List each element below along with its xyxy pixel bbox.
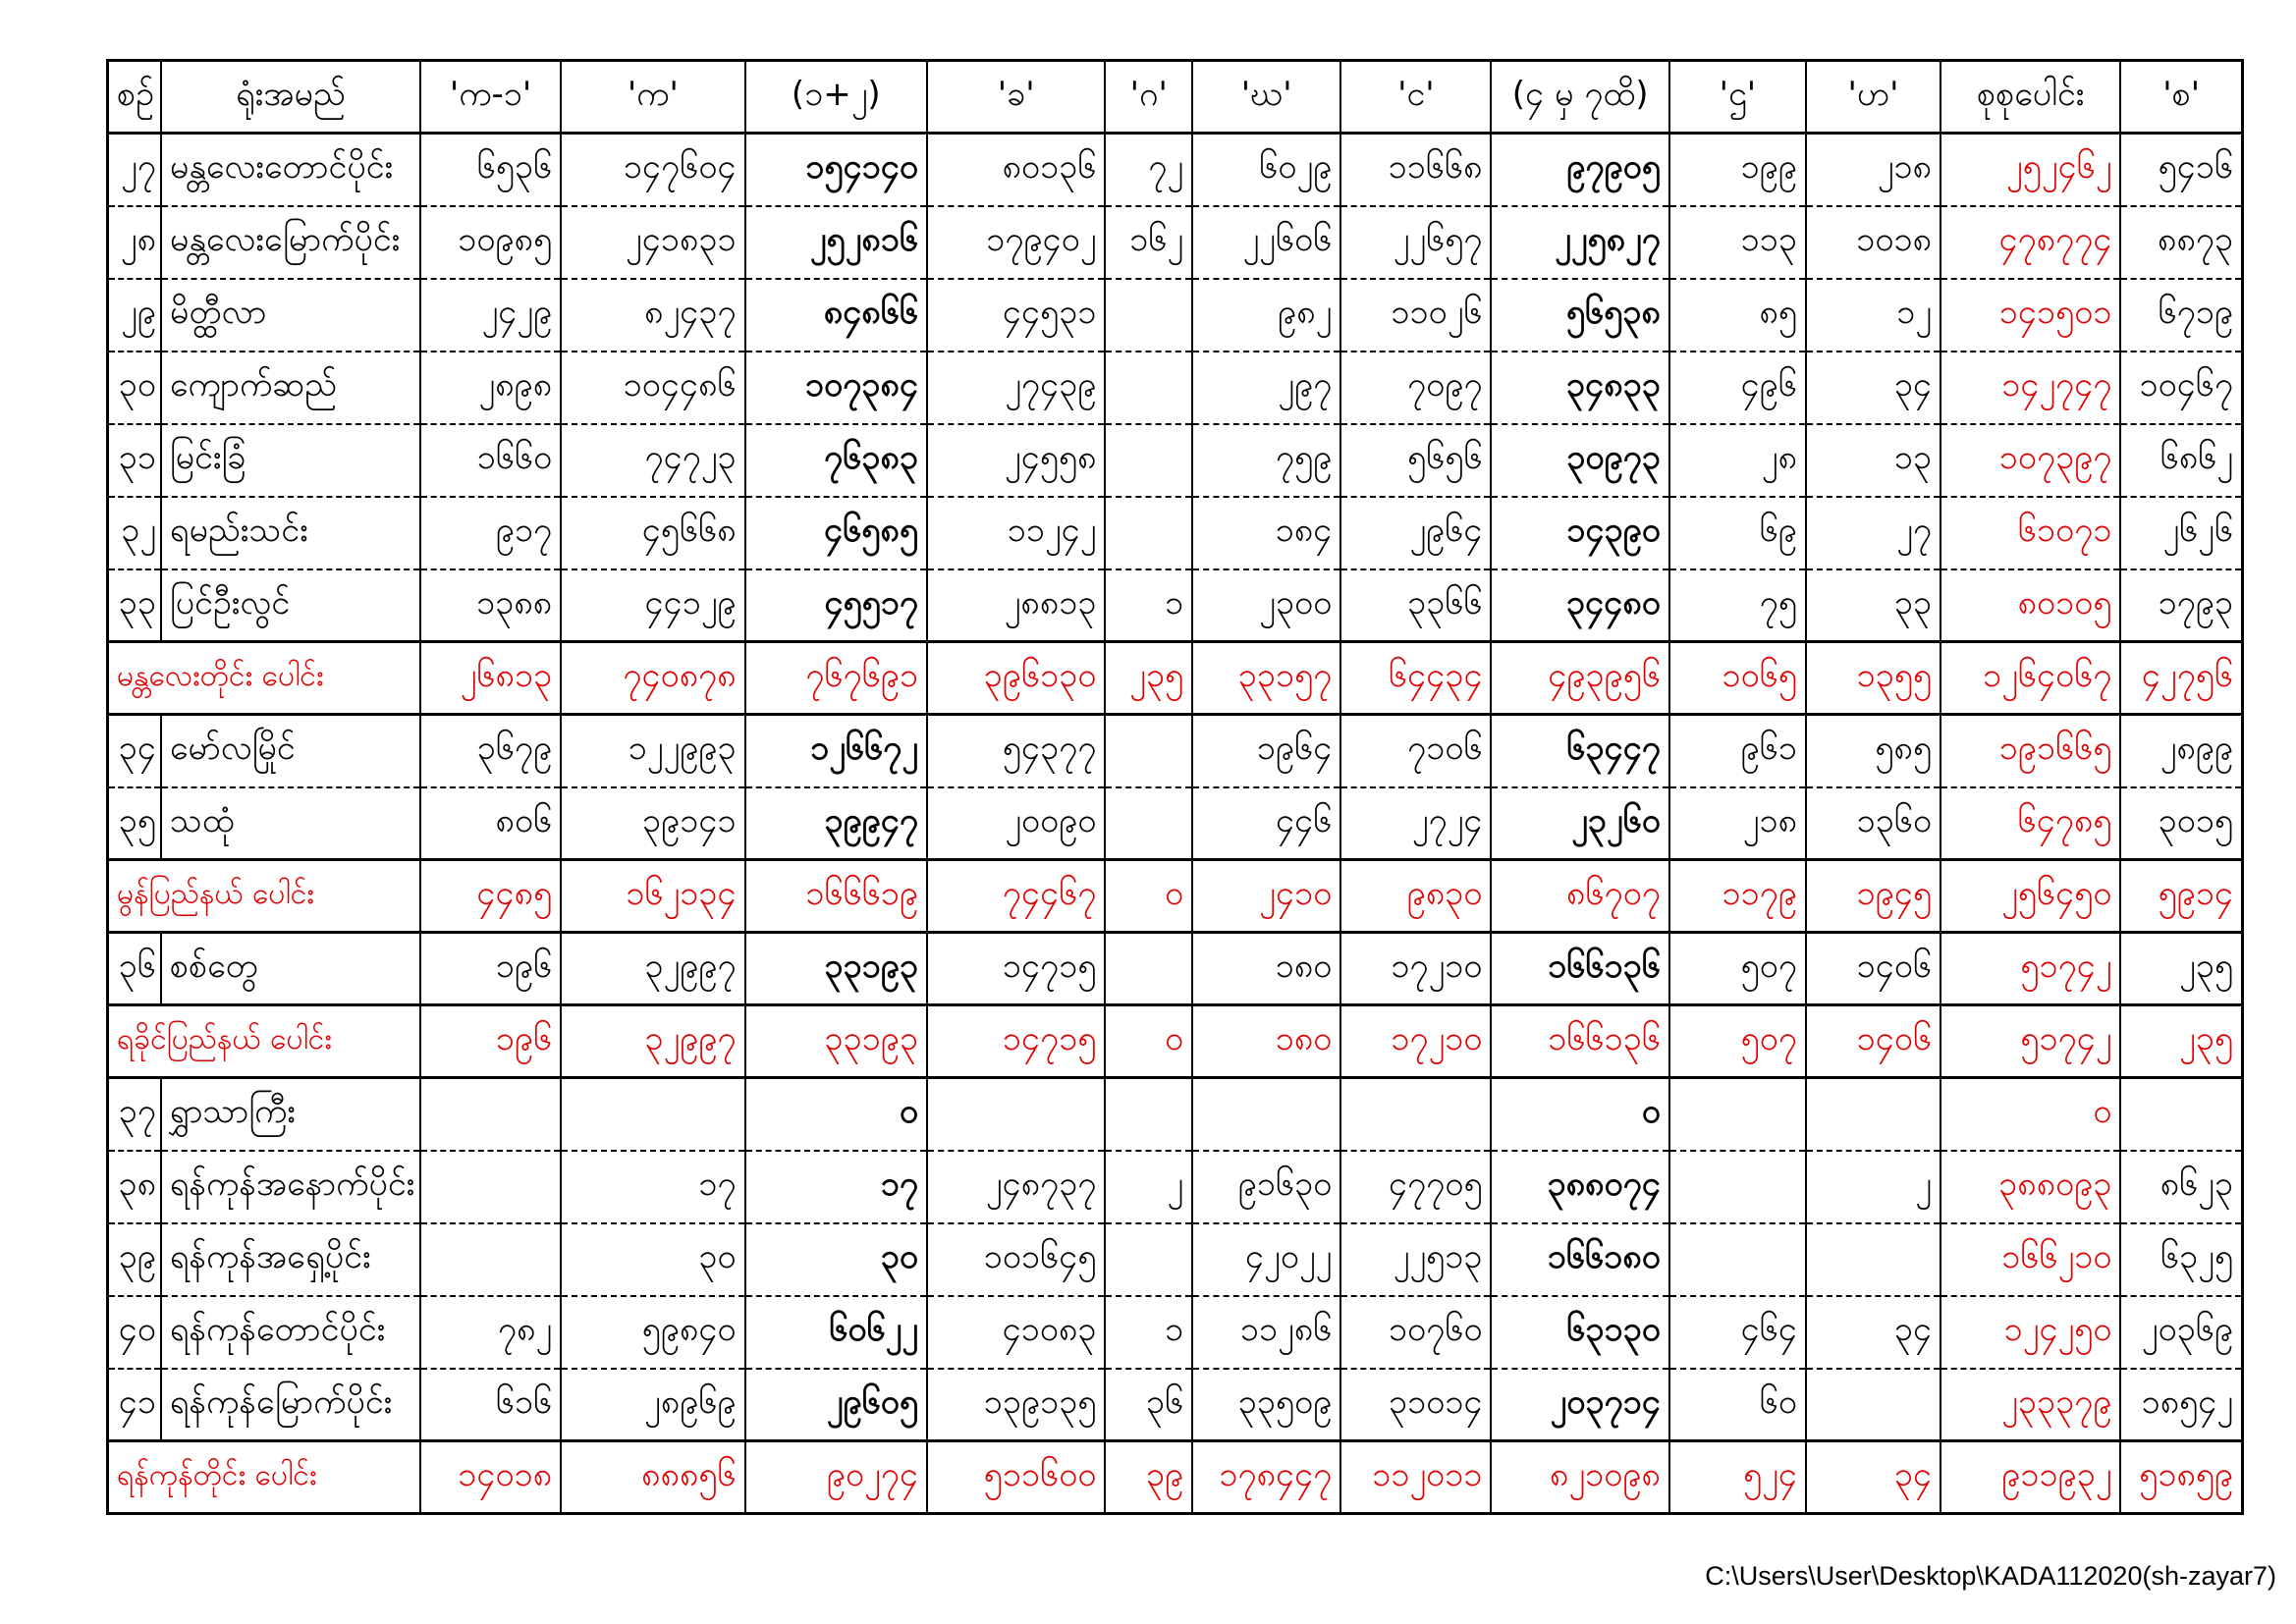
cell-value: ၄၄၆: [1192, 787, 1340, 860]
table-row: [108, 715, 2243, 787]
table-row: [108, 1151, 2243, 1223]
subtotal-label: မန္တလေးတိုင်း ပေါင်း: [108, 642, 420, 715]
subtotal-value: ၁၁၇၉: [1669, 860, 1806, 933]
cell-value: ၂၆၂၆: [2120, 497, 2242, 569]
cell-value: ၁၀၉၈၅: [420, 206, 561, 279]
file-path: C:\Users\User\Desktop\KADA112020(sh-zayar7): [1705, 1561, 2276, 1591]
cell-value: [1105, 424, 1192, 497]
row-number: ၂၈: [108, 206, 161, 279]
cell-value: ၄၅၆၆၈: [561, 497, 744, 569]
cell-value: ၅၄၁၆: [2120, 134, 2242, 206]
column-header: 'ခ': [927, 61, 1105, 134]
subtotal-value: ၉၈၃၀: [1340, 860, 1491, 933]
subtotal-value: ၃၃၁၉၃: [745, 1005, 927, 1078]
cell-value: ၈၀၆: [420, 787, 561, 860]
office-name: ရွှာသာကြီး: [161, 1078, 420, 1151]
cell-value: ၈၅: [1669, 279, 1806, 352]
column-header: ရုံးအမည်: [161, 61, 420, 134]
cell-value: ၂၄၂၉: [420, 279, 561, 352]
subtotal-value: ၂၃၅: [2120, 1005, 2242, 1078]
column-header: (၁+၂): [745, 61, 927, 134]
cell-value: ၁၈၅၄၂: [2120, 1369, 2242, 1441]
cell-value: [1669, 1078, 1806, 1151]
cell-value: ၂၂၅၁၃: [1340, 1223, 1491, 1296]
cell-value: ၄၄၅၃၁: [927, 279, 1105, 352]
cell-value: ၇၀၉၇: [1340, 352, 1491, 424]
subtotal-value: ၈၆၇၀၇: [1491, 860, 1668, 933]
cell-value: ၁၉၆: [420, 933, 561, 1005]
row-number: ၄၁: [108, 1369, 161, 1441]
cell-value: ၂၀၀၉၀: [927, 787, 1105, 860]
cell-value: [1340, 1078, 1491, 1151]
subtotal-value: ၁၇၂၁၀: [1340, 1005, 1491, 1078]
subtotal-value: ၀: [1105, 1005, 1192, 1078]
cell-value: ၄၅၅၁၇: [745, 569, 927, 642]
table-row: [108, 569, 2243, 642]
cell-value: ၂၀၃၇၁၄: [1491, 1369, 1668, 1441]
cell-value: ၆၄၇၈၅: [1941, 787, 2120, 860]
row-number: ၂၉: [108, 279, 161, 352]
subtotal-label: ရခိုင်ပြည်နယ် ပေါင်း: [108, 1005, 420, 1078]
office-name: မော်လမြိုင်: [161, 715, 420, 787]
cell-value: ၃၂၉၉၇: [561, 933, 744, 1005]
cell-value: [1669, 1223, 1806, 1296]
cell-value: ၁၀၁၈: [1806, 206, 1941, 279]
office-name: မိတ္ထီလာ: [161, 279, 420, 352]
subtotal-value: ၁၉၄၅: [1806, 860, 1941, 933]
cell-value: ၇၅: [1669, 569, 1806, 642]
subtotal-value: ၁၆၆၆၁၉: [745, 860, 927, 933]
office-name: ကျောက်ဆည်: [161, 352, 420, 424]
cell-value: ၀: [1941, 1078, 2120, 1151]
cell-value: ၁၁၀၂၆: [1340, 279, 1491, 352]
cell-value: ၆၃၁၃၀: [1491, 1296, 1668, 1369]
cell-value: ၅၄၃၇၇: [927, 715, 1105, 787]
table-row: [108, 279, 2243, 352]
cell-value: ၃၀၁၅: [2120, 787, 2242, 860]
cell-value: ၁၀၇၃၉၇: [1941, 424, 2120, 497]
cell-value: ၀: [745, 1078, 927, 1151]
cell-value: ၂၈: [1669, 424, 1806, 497]
cell-value: ၃၄၈၃၃: [1491, 352, 1668, 424]
cell-value: ၁၁၃: [1669, 206, 1806, 279]
subtotal-value: ၉၁၁၉၃၂: [1941, 1441, 2120, 1514]
subtotal-value: ၃၄: [1806, 1441, 1941, 1514]
cell-value: ၆၀၆၂၂: [745, 1296, 927, 1369]
cell-value: ၆၉: [1669, 497, 1806, 569]
cell-value: ၉၁၇: [420, 497, 561, 569]
column-header: 'ဟ': [1806, 61, 1941, 134]
cell-value: ၆၁၀၇၁: [1941, 497, 2120, 569]
subtotal-value: ၄၄၈၅: [420, 860, 561, 933]
cell-value: ၅၀၇: [1669, 933, 1806, 1005]
cell-value: [2120, 1078, 2242, 1151]
cell-value: ၅၁၇၄၂: [1941, 933, 2120, 1005]
cell-value: [1192, 1078, 1340, 1151]
subtotal-value: ၇၆၇၆၉၁: [745, 642, 927, 715]
cell-value: ၆၅၃၆: [420, 134, 561, 206]
column-header: (၄ မှ ၇ထိ): [1491, 61, 1668, 134]
subtotal-value: ၂၄၁၀: [1192, 860, 1340, 933]
cell-value: ၄၆၅၈၅: [745, 497, 927, 569]
row-number: ၃၈: [108, 1151, 161, 1223]
cell-value: ၃၈၈၀၉၃: [1941, 1151, 2120, 1223]
cell-value: ၄၂၀၂၂: [1192, 1223, 1340, 1296]
cell-value: ၆၁၆: [420, 1369, 561, 1441]
cell-value: ၈၄၈၆၆: [745, 279, 927, 352]
cell-value: ၁: [1105, 1296, 1192, 1369]
subtotal-value: ၇၄၄၆၇: [927, 860, 1105, 933]
cell-value: ၂၉၆၀၅: [745, 1369, 927, 1441]
cell-value: ၂၂၆၀၆: [1192, 206, 1340, 279]
column-header: 'စ': [2120, 61, 2242, 134]
subtotal-value: ၁၃၅၅: [1806, 642, 1941, 715]
column-header: 'ဌ': [1669, 61, 1806, 134]
cell-value: ၃၀၉၇၃: [1491, 424, 1668, 497]
cell-value: ၁၆၆၁၈၀: [1491, 1223, 1668, 1296]
office-name: ပြင်ဦးလွင်: [161, 569, 420, 642]
office-name: စစ်တွေ: [161, 933, 420, 1005]
column-header: စဉ်: [108, 61, 161, 134]
cell-value: ၂၈၉၉: [2120, 715, 2242, 787]
office-name: ရန်ကုန်အရှေ့ပိုင်း: [161, 1223, 420, 1296]
row-number: ၃၀: [108, 352, 161, 424]
cell-value: [420, 1078, 561, 1151]
cell-value: ၄၁၀၈၃: [927, 1296, 1105, 1369]
subtotal-value: ၁၄၀၁၈: [420, 1441, 561, 1514]
cell-value: ၁၇၉၄၀၂: [927, 206, 1105, 279]
subtotal-value: ၂၆၈၁၃: [420, 642, 561, 715]
cell-value: ၁၂၂၉၉၃: [561, 715, 744, 787]
cell-value: [1806, 1369, 1941, 1441]
cell-value: ၆၀: [1669, 1369, 1806, 1441]
cell-value: [1105, 497, 1192, 569]
cell-value: [420, 1223, 561, 1296]
subtotal-value: ၄၉၃၉၅၆: [1491, 642, 1668, 715]
cell-value: ၁၈၄: [1192, 497, 1340, 569]
cell-value: ၁၉၁၆၆၅: [1941, 715, 2120, 787]
cell-value: ၂၃၃၃၇၉: [1941, 1369, 2120, 1441]
cell-value: ၄၉၆: [1669, 352, 1806, 424]
cell-value: ၂၉၇: [1192, 352, 1340, 424]
cell-value: ၁၉၉: [1669, 134, 1806, 206]
subtotal-value: ၅၁၇၄၂: [1941, 1005, 2120, 1078]
cell-value: ၃၀: [745, 1223, 927, 1296]
office-name: ရမည်းသင်း: [161, 497, 420, 569]
cell-value: ၂၈၉၈: [420, 352, 561, 424]
row-number: ၃၄: [108, 715, 161, 787]
cell-value: ၁၂၆၆၇၂: [745, 715, 927, 787]
data-table: [106, 59, 2244, 1515]
table-row: [108, 352, 2243, 424]
subtotal-value: ၁၆၆၁၃၆: [1491, 1005, 1668, 1078]
cell-value: ၃၃၅၀၉: [1192, 1369, 1340, 1441]
cell-value: ၃၃: [1806, 569, 1941, 642]
row-number: ၄၀: [108, 1296, 161, 1369]
cell-value: ၁၆၆၂၁၀: [1941, 1223, 2120, 1296]
row-number: ၂၇: [108, 134, 161, 206]
cell-value: ၄၄၁၂၉: [561, 569, 744, 642]
cell-value: ၄၇၇၀၅: [1340, 1151, 1491, 1223]
subtotal-value: ၅၁၁၆၀၀: [927, 1441, 1105, 1514]
subtotal-value: ၁၀၆၅: [1669, 642, 1806, 715]
table-row: [108, 134, 2243, 206]
subtotal-value: ၂၅၆၄၅၀: [1941, 860, 2120, 933]
cell-value: [420, 1151, 561, 1223]
cell-value: [927, 1078, 1105, 1151]
subtotal-value: ၃၉၆၁၃၀: [927, 642, 1105, 715]
cell-value: ၁၆၆၁၃၆: [1491, 933, 1668, 1005]
cell-value: ၂၃၀၀: [1192, 569, 1340, 642]
cell-value: ၃၆: [1105, 1369, 1192, 1441]
cell-value: ၂၈၉၆၉: [561, 1369, 744, 1441]
cell-value: ၃၉၉၄၇: [745, 787, 927, 860]
cell-value: ၅၉၈၄၀: [561, 1296, 744, 1369]
cell-value: [1806, 1078, 1941, 1151]
cell-value: ၂၁၈: [1669, 787, 1806, 860]
cell-value: ၃၃၁၉၃: [745, 933, 927, 1005]
cell-value: ၄၇၈၇၇၄: [1941, 206, 2120, 279]
office-name: မြင်းခြံ: [161, 424, 420, 497]
cell-value: ၁၄၂၇၄၇: [1941, 352, 2120, 424]
cell-value: ၃၉၁၄၁: [561, 787, 744, 860]
table-row: [108, 1296, 2243, 1369]
row-number: ၃၇: [108, 1078, 161, 1151]
subtotal-value: ၇၄၀၈၇၈: [561, 642, 744, 715]
subtotal-value: ၄၂၇၅၆: [2120, 642, 2242, 715]
cell-value: ၈၀၁၃၆: [927, 134, 1105, 206]
cell-value: ၁၄၃၉၀: [1491, 497, 1668, 569]
cell-value: ၁၀၄၆၇: [2120, 352, 2242, 424]
cell-value: ၁၇၉၃: [2120, 569, 2242, 642]
office-name: သထုံ: [161, 787, 420, 860]
cell-value: ၁၄၀၆: [1806, 933, 1941, 1005]
subtotal-value: ၈၈၈၅၆: [561, 1441, 744, 1514]
subtotal-value: ၁၉၆: [420, 1005, 561, 1078]
column-header: 'ဂ': [1105, 61, 1192, 134]
cell-value: ၂၈၈၁၃: [927, 569, 1105, 642]
subtotal-value: ၃၂၉၉၇: [561, 1005, 744, 1078]
row-number: ၃၂: [108, 497, 161, 569]
cell-value: ၆၈၆၂: [2120, 424, 2242, 497]
subtotal-value: ၁၁၂၀၁၁: [1340, 1441, 1491, 1514]
cell-value: ၆၃၄၄၇: [1491, 715, 1668, 787]
column-header: 'ဃ': [1192, 61, 1340, 134]
cell-value: ၁: [1105, 569, 1192, 642]
office-name: မန္တလေးတောင်ပိုင်း: [161, 134, 420, 206]
cell-value: ၃၄: [1806, 352, 1941, 424]
cell-value: ၂၃၂၆၀: [1491, 787, 1668, 860]
column-header: 'င': [1340, 61, 1491, 134]
cell-value: [1105, 933, 1192, 1005]
cell-value: ၁၇: [561, 1151, 744, 1223]
cell-value: ၂၃၅: [2120, 933, 2242, 1005]
header-row: [108, 61, 2243, 134]
cell-value: ၉၁၆၃၀: [1192, 1151, 1340, 1223]
cell-value: ၁၁၂၈၆: [1192, 1296, 1340, 1369]
subtotal-value: ၉၀၂၇၄: [745, 1441, 927, 1514]
table-row: [108, 933, 2243, 1005]
cell-value: ၇၆၃၈၃: [745, 424, 927, 497]
cell-value: [561, 1078, 744, 1151]
cell-value: ၇၁၀၆: [1340, 715, 1491, 787]
subtotal-value: ၁၆၂၁၃၄: [561, 860, 744, 933]
cell-value: ၁၄၁၅၀၁: [1941, 279, 2120, 352]
subtotal-value: ၁၄၀၆: [1806, 1005, 1941, 1078]
cell-value: ၃၄: [1806, 1296, 1941, 1369]
cell-value: ၁၃: [1806, 424, 1941, 497]
cell-value: [1105, 1078, 1192, 1151]
subtotal-row: [108, 1005, 2243, 1078]
row-number: ၃၁: [108, 424, 161, 497]
cell-value: ၁၀၄၄၈၆: [561, 352, 744, 424]
table-row: [108, 1369, 2243, 1441]
cell-value: ၂၅၂၈၁၆: [745, 206, 927, 279]
cell-value: ၁၇၂၁၀: [1340, 933, 1491, 1005]
subtotal-row: [108, 642, 2243, 715]
table-body: [108, 134, 2243, 1514]
subtotal-value: ၅၀၇: [1669, 1005, 1806, 1078]
table-row: [108, 1078, 2243, 1151]
cell-value: ၀: [1491, 1078, 1668, 1151]
subtotal-value: ၃၃၁၅၇: [1192, 642, 1340, 715]
cell-value: ၉၆၁: [1669, 715, 1806, 787]
cell-value: ၅၈၅: [1806, 715, 1941, 787]
row-number: ၃၅: [108, 787, 161, 860]
table-row: [108, 1223, 2243, 1296]
subtotal-label: မွန်ပြည်နယ် ပေါင်း: [108, 860, 420, 933]
cell-value: ၄၆၄: [1669, 1296, 1806, 1369]
cell-value: ၁၆၆၀: [420, 424, 561, 497]
row-number: ၃၆: [108, 933, 161, 1005]
cell-value: ၈၀၁၀၅: [1941, 569, 2120, 642]
office-name: ရန်ကုန်မြောက်ပိုင်း: [161, 1369, 420, 1441]
cell-value: ၇၄၇၂၃: [561, 424, 744, 497]
office-name: ရန်ကုန်အနောက်ပိုင်း: [161, 1151, 420, 1223]
subtotal-value: ၂၃၅: [1105, 642, 1192, 715]
cell-value: ၂၇: [1806, 497, 1941, 569]
cell-value: ၂၅၂၄၆၂: [1941, 134, 2120, 206]
subtotal-value: ၆၄၄၃၄: [1340, 642, 1491, 715]
cell-value: ၁၀၁၆၄၅: [927, 1223, 1105, 1296]
cell-value: ၃၈၈၀၇၄: [1491, 1151, 1668, 1223]
table-row: [108, 206, 2243, 279]
cell-value: ၁၂၄၂၅၀: [1941, 1296, 2120, 1369]
cell-value: ၂၄၈၇၃၇: [927, 1151, 1105, 1223]
cell-value: [1105, 787, 1192, 860]
cell-value: [1105, 279, 1192, 352]
cell-value: ၁၄၇၆၀၄: [561, 134, 744, 206]
cell-value: ၁၃၈၈: [420, 569, 561, 642]
cell-value: ၃၀: [561, 1223, 744, 1296]
subtotal-value: ၁၈၀: [1192, 1005, 1340, 1078]
cell-value: ၃၃၆၆: [1340, 569, 1491, 642]
cell-value: ၁၂: [1806, 279, 1941, 352]
cell-value: ၃၄၄၈၀: [1491, 569, 1668, 642]
cell-value: ၆၇၁၉: [2120, 279, 2242, 352]
column-header: 'က-၁': [420, 61, 561, 134]
cell-value: [1806, 1223, 1941, 1296]
cell-value: ၁၀၇၃၈၄: [745, 352, 927, 424]
cell-value: [1669, 1151, 1806, 1223]
subtotal-value: ၀: [1105, 860, 1192, 933]
subtotal-label: ရန်ကုန်တိုင်း ပေါင်း: [108, 1441, 420, 1514]
cell-value: ၅၆၅၆: [1340, 424, 1491, 497]
cell-value: ၁၉၆၄: [1192, 715, 1340, 787]
cell-value: ၆၃၂၅: [2120, 1223, 2242, 1296]
cell-value: ၈၆၂၃: [2120, 1151, 2242, 1223]
subtotal-value: ၁၄၇၁၅: [927, 1005, 1105, 1078]
subtotal-value: ၅၁၈၅၉: [2120, 1441, 2242, 1514]
cell-value: ၁၃၆၀: [1806, 787, 1941, 860]
cell-value: ၂၂၆၅၇: [1340, 206, 1491, 279]
cell-value: ၂၇၄၃၉: [927, 352, 1105, 424]
cell-value: ၁၆၂: [1105, 206, 1192, 279]
row-number: ၃၃: [108, 569, 161, 642]
cell-value: ၉၇၉၀၅: [1491, 134, 1668, 206]
subtotal-value: ၁၇၈၄၄၇: [1192, 1441, 1340, 1514]
subtotal-value: ၅၂၄: [1669, 1441, 1806, 1514]
cell-value: ၁၅၄၁၄၀: [745, 134, 927, 206]
subtotal-value: ၅၉၁၄: [2120, 860, 2242, 933]
cell-value: ၈၈၇၃: [2120, 206, 2242, 279]
cell-value: ၂၄၁၈၃၁: [561, 206, 744, 279]
cell-value: ၁၁၂၄၂: [927, 497, 1105, 569]
cell-value: ၂၇၂၄: [1340, 787, 1491, 860]
cell-value: ၁၃၉၁၃၅: [927, 1369, 1105, 1441]
table-row: [108, 497, 2243, 569]
table-row: [108, 424, 2243, 497]
cell-value: [1105, 715, 1192, 787]
subtotal-value: ၈၂၁၀၉၈: [1491, 1441, 1668, 1514]
cell-value: ၂၄၅၅၈: [927, 424, 1105, 497]
table-row: [108, 787, 2243, 860]
cell-value: ၇၅၉: [1192, 424, 1340, 497]
office-name: ရန်ကုန်တောင်ပိုင်း: [161, 1296, 420, 1369]
office-name: မန္တလေးမြောက်ပိုင်း: [161, 206, 420, 279]
subtotal-value: ၁၂၆၄၀၆၇: [1941, 642, 2120, 715]
cell-value: ၂၂၅၈၂၇: [1491, 206, 1668, 279]
subtotal-row: [108, 1441, 2243, 1514]
cell-value: ၂၁၈: [1806, 134, 1941, 206]
column-header: 'က': [561, 61, 744, 134]
cell-value: [1105, 1223, 1192, 1296]
cell-value: ၇၂: [1105, 134, 1192, 206]
subtotal-row: [108, 860, 2243, 933]
cell-value: ၁၈၀: [1192, 933, 1340, 1005]
cell-value: ၁၇: [745, 1151, 927, 1223]
cell-value: ၆၀၂၉: [1192, 134, 1340, 206]
cell-value: ၁၄၇၁၅: [927, 933, 1105, 1005]
cell-value: ၂: [1806, 1151, 1941, 1223]
cell-value: ၅၆၅၃၈: [1491, 279, 1668, 352]
row-number: ၃၉: [108, 1223, 161, 1296]
cell-value: ၇၈၂: [420, 1296, 561, 1369]
cell-value: ၁၁၆၆၈: [1340, 134, 1491, 206]
column-header: စုစုပေါင်း: [1941, 61, 2120, 134]
cell-value: [1105, 352, 1192, 424]
cell-value: ၂၉၆၄: [1340, 497, 1491, 569]
cell-value: ၂: [1105, 1151, 1192, 1223]
cell-value: ၁၀၇၆၀: [1340, 1296, 1491, 1369]
cell-value: ၈၂၄၃၇: [561, 279, 744, 352]
cell-value: ၉၈၂: [1192, 279, 1340, 352]
cell-value: ၃၁၀၁၄: [1340, 1369, 1491, 1441]
cell-value: ၃၆၇၉: [420, 715, 561, 787]
cell-value: ၂၀၃၆၉: [2120, 1296, 2242, 1369]
subtotal-value: ၃၉: [1105, 1441, 1192, 1514]
